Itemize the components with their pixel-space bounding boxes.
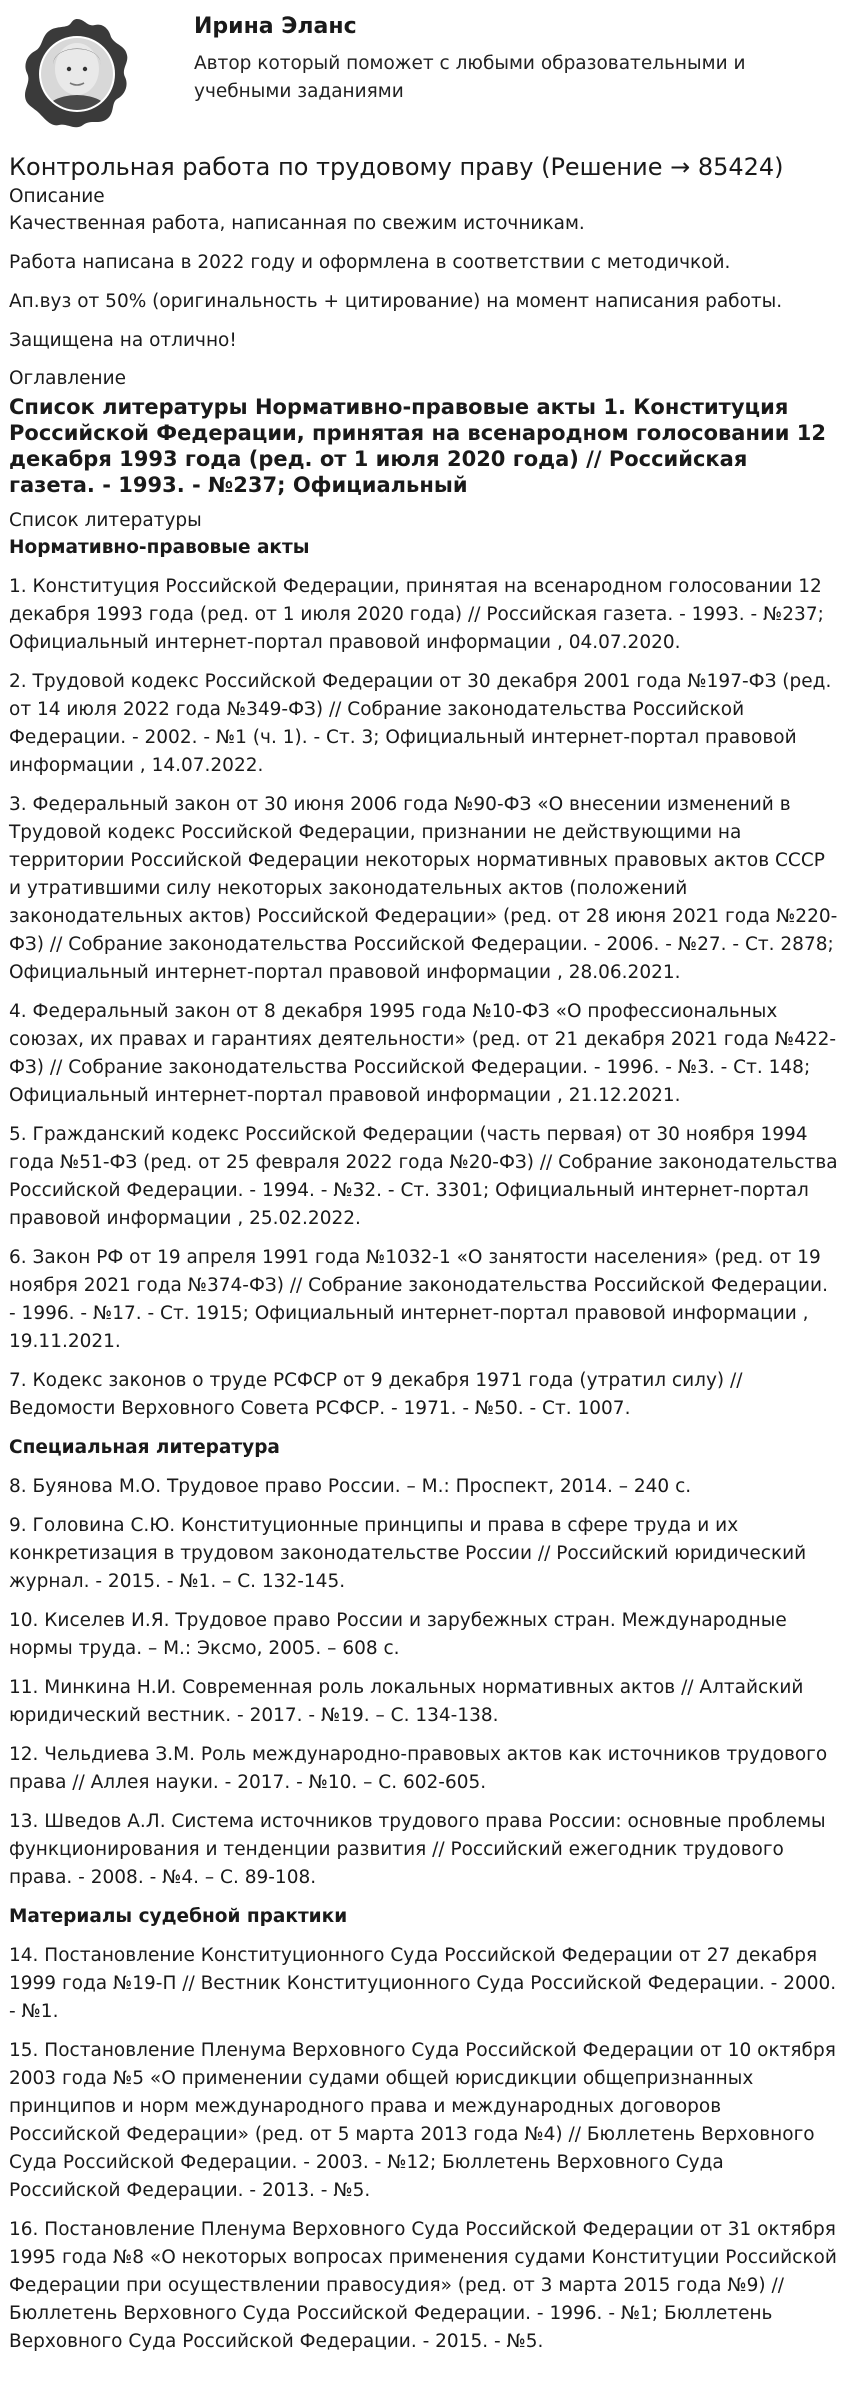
description-paragraph: Работа написана в 2022 году и оформлена в соответствии с методичкой.: [9, 252, 731, 273]
section-heading: Нормативно-правовые акты: [9, 537, 310, 558]
section-heading: Материалы судебной практики: [9, 1906, 348, 1927]
work-title: Контрольная работа по трудовому праву (Решение → 85424): [9, 153, 784, 181]
description-paragraph: Ап.вуз от 50% (оригинальность + цитирование) на момент написания работы.: [9, 291, 783, 312]
author-name[interactable]: Ирина Эланс: [194, 14, 357, 39]
reference-item: 6. Закон РФ от 19 апреля 1991 года №1032-1 «О занятости населения» (ред. от 19 ноября 2021 года №374-ФЗ) // Собрание законодательства Российской Федерации. - 1996. - №17. - Ст. 1915; Официальный интернет-портал правовой информации , 19.11.2021.: [9, 1247, 828, 1352]
description-block: [9, 210, 838, 355]
reference-item: 2. Трудовой кодекс Российской Федерации от 30 декабря 2001 года №197-ФЗ (ред. от 14 июля 2022 года №349-ФЗ) // Собрание законодательства Российской Федерации. - 2002. - №1 (ч. 1). - Ст. 3; Официальный интернет-портал правовой информации , 14.07.2022.: [9, 671, 832, 776]
reference-item: 4. Федеральный закон от 8 декабря 1995 года №10-ФЗ «О профессиональных союзах, их правах и гарантиях деятельности» (ред. от 21 декабря 2021 года №422-ФЗ) // Собрание законодательства Российской Федерации. - 1996. - №3. - Ст. 148; Официальный интернет-портал правовой информации , 21.12.2021.: [9, 1001, 837, 1106]
reference-item: 13. Шведов А.Л. Система источников трудового права России: основные проблемы функционирования и тенденции развития // Российский ежегодник трудового права. - 2008. - №4. – С. 89-108.: [9, 1811, 826, 1888]
toc-label: Оглавление: [9, 368, 127, 389]
bibliography-label: Список литературы: [9, 510, 202, 531]
description-paragraph: Защищена на отлично!: [9, 330, 237, 351]
description-label: Описание: [9, 186, 105, 207]
reference-item: 7. Кодекс законов о труде РСФСР от 9 декабря 1971 года (утратил силу) // Ведомости Верховного Совета РСФСР. - 1971. - №50. - Ст. 1007.: [9, 1370, 743, 1419]
bibliography: [9, 534, 838, 2356]
reference-item: 16. Постановление Пленума Верховного Суда Российской Федерации от 31 октября 1995 года №8 «О некоторых вопросах применения судами Конституции Российской Федерации при осуществлении правосудия» (ред. от 3 марта 2015 года №9) // Бюллетень Верховного Суда Российской Федерации. - 1996. - №1; Бюллетень Верховного Суда Российской Федерации. - 2015. - №5.: [9, 2219, 837, 2352]
section-heading: Специальная литература: [9, 1437, 280, 1458]
reference-item: 8. Буянова М.О. Трудовое право России. – М.: Проспект, 2014. – 240 с.: [9, 1476, 692, 1497]
reference-item: 3. Федеральный закон от 30 июня 2006 года №90-ФЗ «О внесении изменений в Трудовой кодекс Российской Федерации, признании не действующими на территории Российской Федерации некоторых нормативных правовых актов СССР и утратившими силу некоторых законодательных актов (положений законодательных актов) Российской Федерации» (ред. от 28 июня 2021 года №220-ФЗ) // Собрание законодательства Российской Федерации. - 2006. - №27. - Ст. 2878; Официальный интернет-портал правовой информации , 28.06.2021.: [9, 794, 838, 983]
reference-item: 11. Минкина Н.И. Современная роль локальных нормативных актов // Алтайский юридический вестник. - 2017. - №19. – С. 134-138.: [9, 1677, 804, 1726]
reference-item: 10. Киселев И.Я. Трудовое право России и зарубежных стран. Международные нормы труда. – М.: Эксмо, 2005. – 608 с.: [9, 1610, 787, 1659]
description-paragraph: Качественная работа, написанная по свежим источникам.: [9, 213, 585, 234]
reference-item: 12. Чельдиева З.М. Роль международно-правовых актов как источников трудового права // Аллея науки. - 2017. - №10. – С. 602-605.: [9, 1744, 828, 1793]
author-avatar[interactable]: [17, 15, 137, 133]
reference-item: 1. Конституция Российской Федерации, принятая на всенародном голосовании 12 декабря 1993 года (ред. от 1 июля 2020 года) // Российская газета. - 1993. - №237; Официальный интернет-портал правовой информации , 04.07.2020.: [9, 576, 824, 653]
reference-item: 14. Постановление Конституционного Суда Российской Федерации от 27 декабря 1999 года №19-П // Вестник Конституционного Суда Российской Федерации. - 2000. - №1.: [9, 1945, 837, 2022]
reference-item: 9. Головина С.Ю. Конституционные принципы и права в сфере труда и их конкретизация в трудовом законодательстве России // Российский юридический журнал. - 2015. - №1. – С. 132-145.: [9, 1515, 807, 1592]
toc-title: Список литературы Нормативно-правовые акты 1. Конституция Российской Федерации, принятая на всенародном голосовании 12 декабря 1993 года (ред. от 1 июля 2020 года) // Российская газета. - 1993. - №237; Официальный: [9, 395, 826, 497]
reference-item: 5. Гражданский кодекс Российской Федерации (часть первая) от 30 ноября 1994 года №51-ФЗ (ред. от 25 февраля 2022 года №20-ФЗ) // Собрание законодательства Российской Федерации. - 1994. - №32. - Ст. 3301; Официальный интернет-портал правовой информации , 25.02.2022.: [9, 1124, 838, 1229]
author-card: [9, 0, 838, 140]
author-description: Автор который поможет с любыми образовательными и учебными заданиями: [194, 53, 746, 102]
reference-item: 15. Постановление Пленума Верховного Суда Российской Федерации от 10 октября 2003 года №5 «О применении судами общей юрисдикции общепризнанных принципов и норм международного права и международных договоров Российской Федерации» (ред. от 5 марта 2013 года №4) // Бюллетень Верховного Суда Российской Федерации. - 2003. - №12; Бюллетень Верховного Суда Российской Федерации. - 2013. - №5.: [9, 2040, 836, 2201]
